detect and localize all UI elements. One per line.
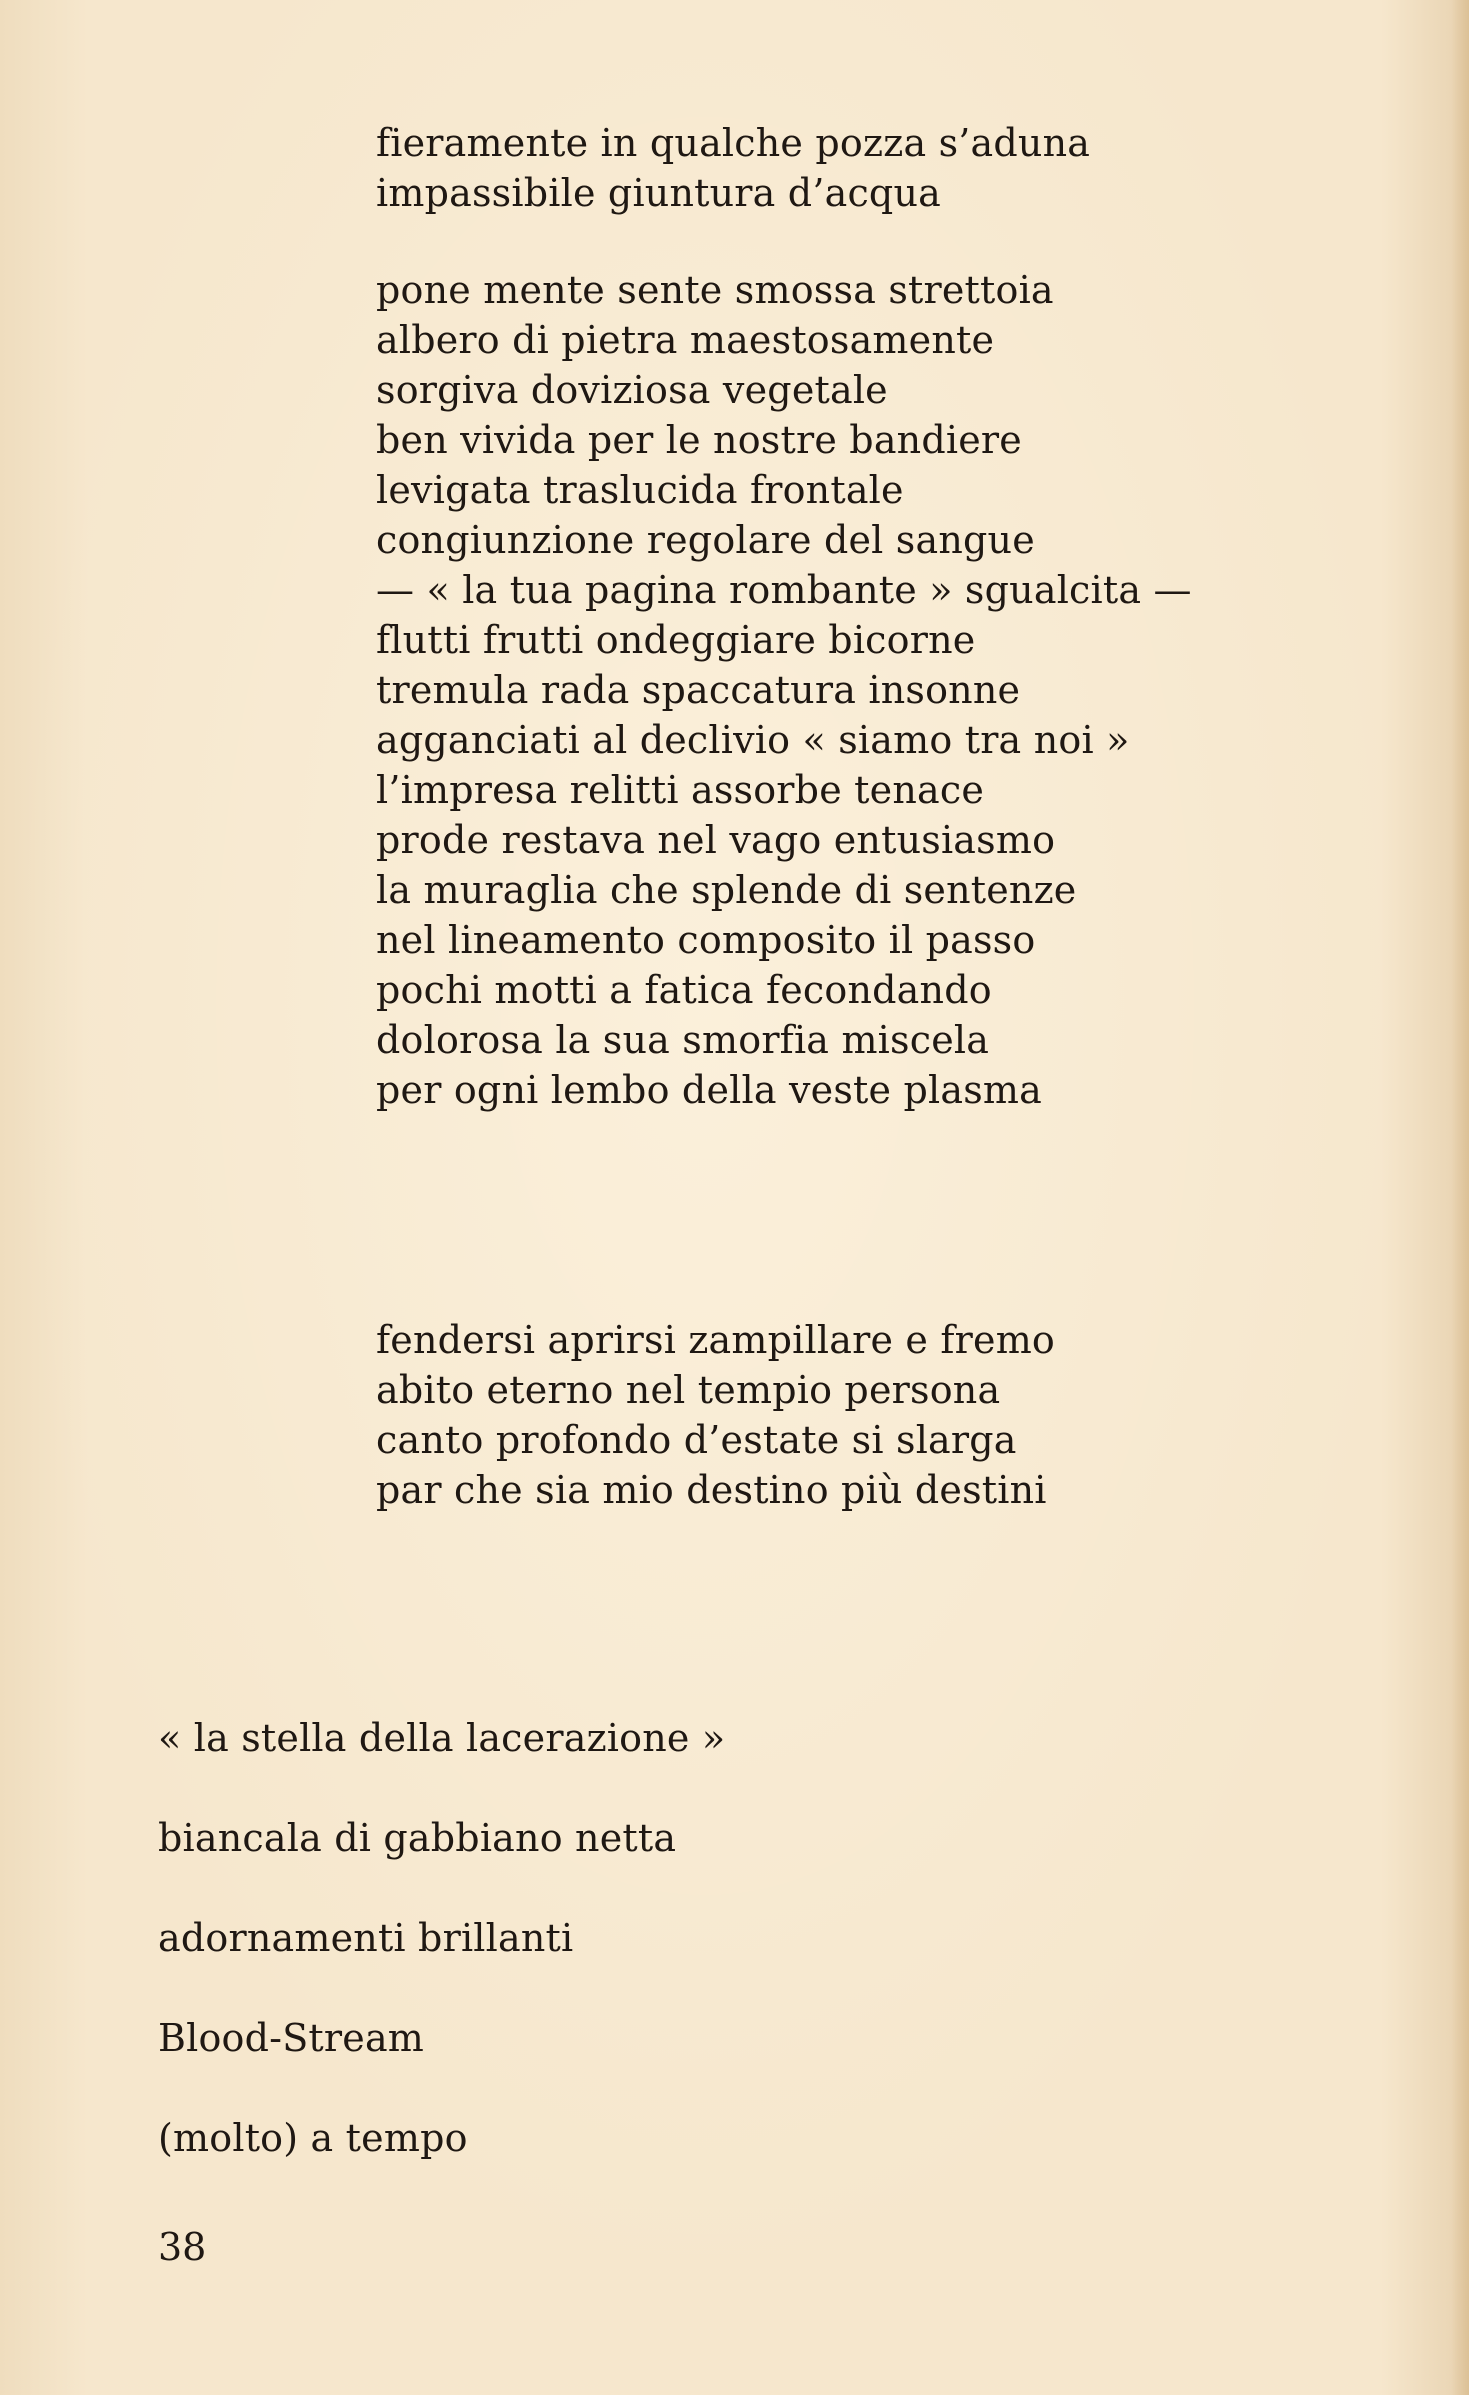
verse-line: levigata traslucida frontale: [376, 468, 904, 512]
stanza-3: [376, 1315, 1055, 1515]
page-edge-shadow: [1451, 0, 1469, 2395]
verse-line: fendersi aprirsi zampillare e fremo: [376, 1318, 1056, 1362]
verse-line: fieramente in qualche pozza s’aduna: [376, 121, 1091, 165]
verse-line: abito eterno nel tempio persona: [376, 1368, 1001, 1412]
page-number: 38: [158, 2225, 207, 2269]
section-titles: [158, 1713, 725, 2213]
verse-line: impassibile giuntura d’acqua: [376, 171, 941, 215]
verse-line: flutti frutti ondeggiare bicorne: [376, 618, 976, 662]
verse-line: la muraglia che splende di sentenze: [376, 868, 1077, 912]
verse-line: agganciati al declivio « siamo tra noi »: [376, 718, 1130, 762]
verse-line: nel lineamento composito il passo: [376, 918, 1036, 962]
verse-line: canto profondo d’estate si slarga: [376, 1418, 1017, 1462]
verse-line: l’impresa relitti assorbe tenace: [376, 768, 985, 812]
verse-line: per ogni lembo della veste plasma: [376, 1068, 1042, 1112]
verse-line: dolorosa la sua smorfia miscela: [376, 1018, 990, 1062]
verse-line: ben vivida per le nostre bandiere: [376, 418, 1022, 462]
stanza-1: [376, 118, 1090, 218]
section-title: « la stella della lacerazione »: [158, 1716, 726, 1760]
section-title: adornamenti brillanti: [158, 1916, 574, 1960]
verse-line: albero di pietra maestosamente: [376, 318, 995, 362]
verse-line: tremula rada spaccatura insonne: [376, 668, 1021, 712]
section-title: (molto) a tempo: [158, 2116, 468, 2160]
verse-line: — « la tua pagina rombante » sgualcita —: [376, 568, 1192, 612]
stanza-2: [376, 265, 1192, 1115]
verse-line: sorgiva doviziosa vegetale: [376, 368, 888, 412]
verse-line: pochi motti a fatica fecondando: [376, 968, 992, 1012]
verse-line: congiunzione regolare del sangue: [376, 518, 1035, 562]
section-title: biancala di gabbiano netta: [158, 1816, 677, 1860]
verse-line: pone mente sente smossa strettoia: [376, 268, 1054, 312]
verse-line: par che sia mio destino più destini: [376, 1468, 1047, 1512]
verse-line: prode restava nel vago entusiasmo: [376, 818, 1056, 862]
section-title: Blood-Stream: [158, 2016, 425, 2060]
